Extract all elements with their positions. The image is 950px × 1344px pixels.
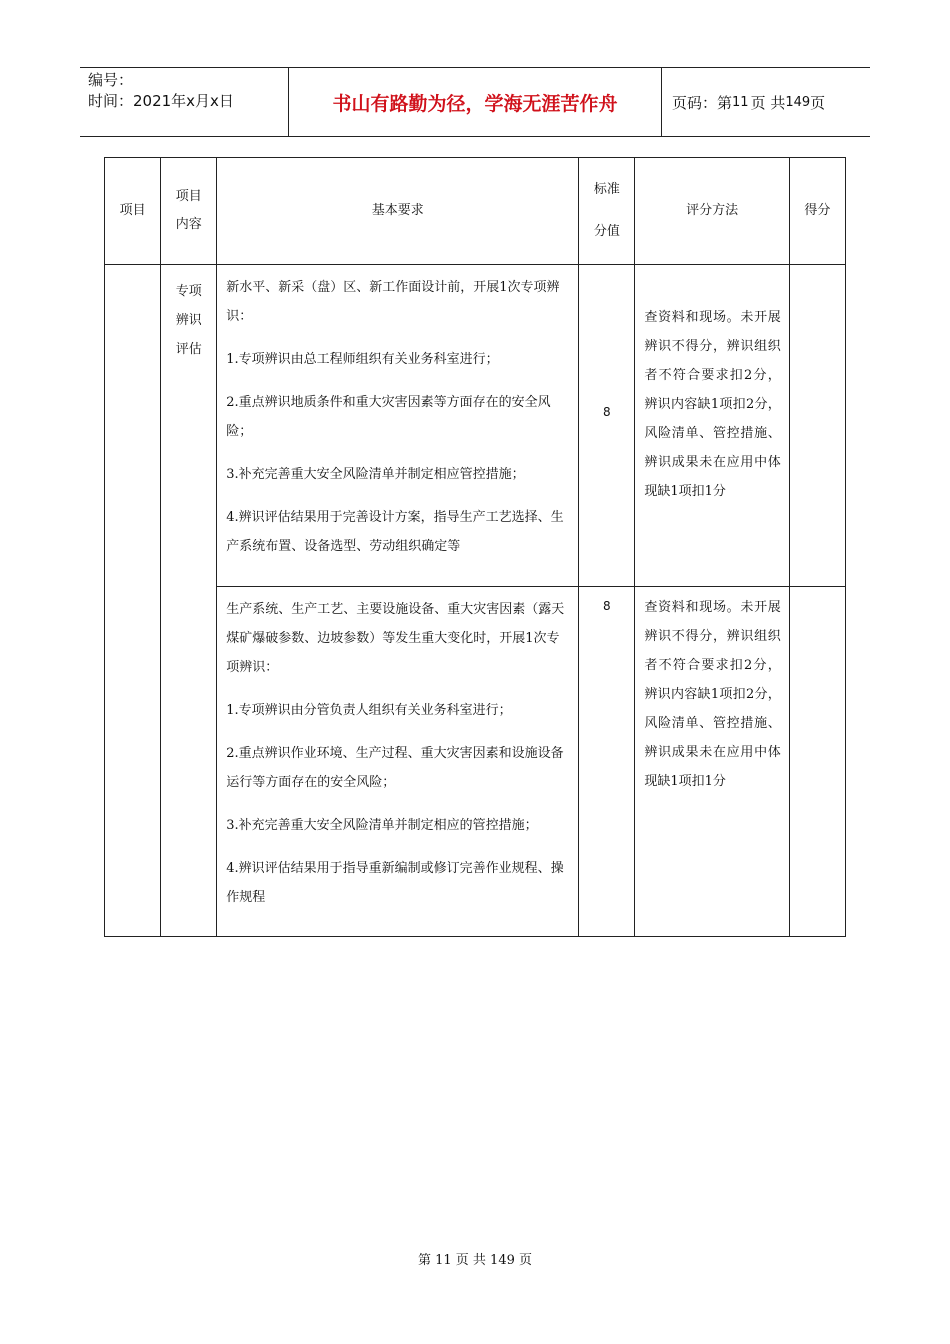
document-date: 时间：2021年x月x日 [88,92,234,110]
content-label: 专项辨识评估 [175,284,202,357]
requirement-intro: 新水平、新采（盘）区、新工作面设计前，开展1次专项辨识： [226,280,560,324]
content-cell [161,265,217,937]
header-score-line1: 标准 [593,182,620,197]
header-requirement: 基本要求 [217,158,579,265]
requirement-item: 2.重点辨识地质条件和重大灾害因素等方面存在的安全风险； [226,395,551,439]
requirement-item: 3.补充完善重大安全风险清单并制定相应的管控措施； [226,818,538,833]
document-number-label: 编号： [88,71,134,89]
header-method: 评分方法 [635,158,789,265]
page-header [80,67,870,137]
table-header-row [105,158,846,265]
page-footer: 第 11 页 共 149 页 [417,1253,533,1268]
got-cell [789,587,845,937]
page-number: 11 [732,94,749,110]
requirement-item: 2.重点辨识作业环境、生产过程、重大灾害因素和设施设备运行等方面存在的安全风险； [226,746,564,790]
item-cell [105,265,161,937]
requirement-item: 1.专项辨识由总工程师组织有关业务科室进行； [226,352,499,367]
got-cell [789,265,845,587]
header-got: 得分 [789,158,845,265]
header-meta [80,68,289,136]
assessment-table [104,157,846,937]
page-prefix: 页码：第 [672,93,733,112]
requirement-intro: 生产系统、生产工艺、主要设施设备、重大灾害因素（露天煤矿爆破参数、边坡参数）等发生重大变化时，开展1次专项辨识： [226,602,565,675]
page-total: 149 [785,94,811,110]
page-suffix: 页 [810,93,826,112]
header-score [579,158,635,265]
header-content-label: 项目内容 [175,189,202,232]
page-mid: 页 共 [750,93,786,112]
requirement-cell [217,587,579,937]
header-content [161,158,217,265]
requirement-item: 4.辨识评估结果用于完善设计方案，指导生产工艺选择、生产系统布置、设备选型、劳动组织确定等 [226,510,564,554]
table-row [105,265,846,587]
header-motto: 书山有路勤为径，学海无涯苦作舟 [289,68,662,136]
requirement-item: 3.补充完善重大安全风险清单并制定相应管控措施； [226,467,525,482]
method-cell: 查资料和现场。未开展辨识不得分，辨识组织者不符合要求扣2分，辨识内容缺1项扣2分，风险清单、管控措施、辨识成果未在应用中体现缺1项扣1分 [635,265,789,587]
requirement-item: 4.辨识评估结果用于指导重新编制或修订完善作业规程、操作规程 [226,861,564,905]
score-cell: 8 [579,265,635,587]
requirement-cell [217,265,579,587]
header-score-line2: 分值 [593,224,620,239]
header-page-info [662,68,870,136]
score-cell: 8 [579,587,635,937]
requirement-item: 1.专项辨识由分管负责人组织有关业务科室进行； [226,703,512,718]
header-item: 项目 [105,158,161,265]
method-cell: 查资料和现场。未开展辨识不得分，辨识组织者不符合要求扣2分，辨识内容缺1项扣2分，风险清单、管控措施、辨识成果未在应用中体现缺1项扣1分 [635,587,789,937]
